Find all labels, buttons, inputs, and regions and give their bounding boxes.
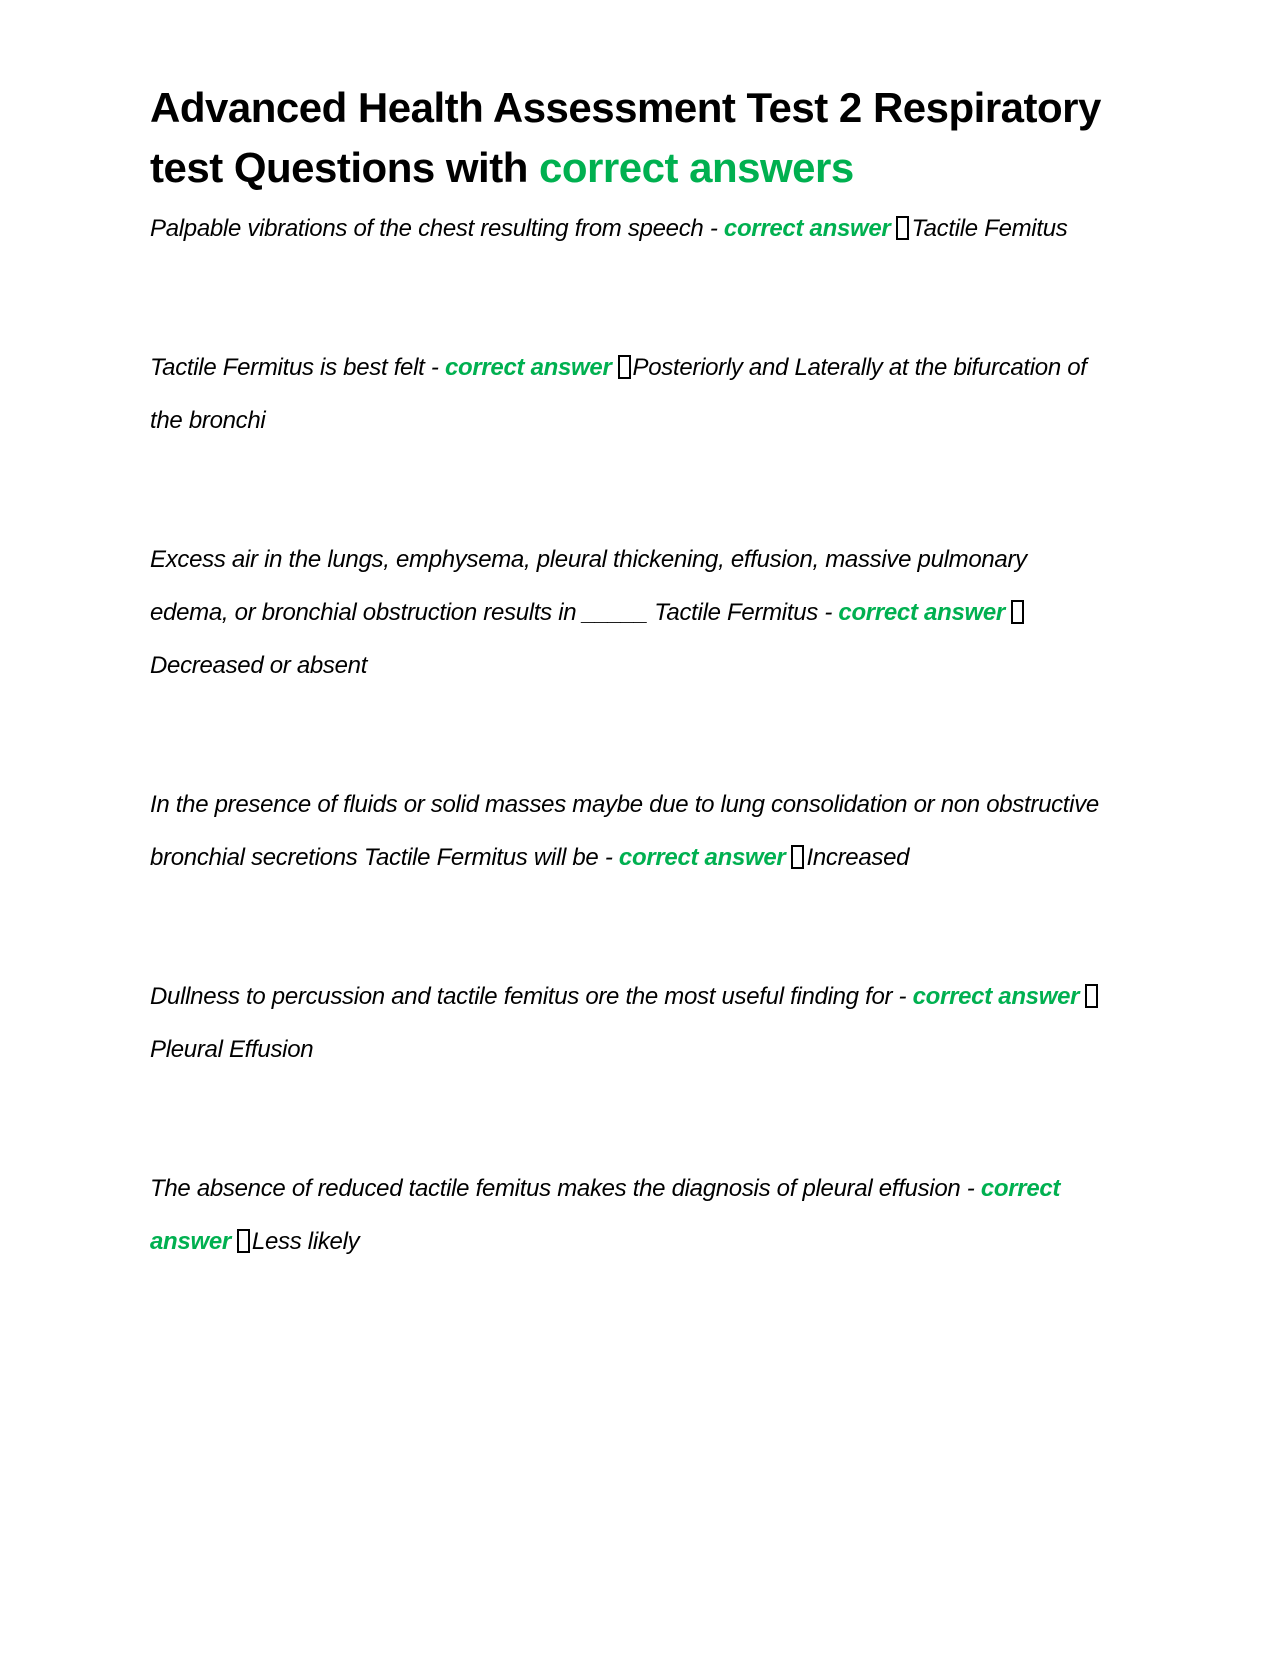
- document-page: [150, 78, 1110, 1354]
- title-highlight: correct answers: [539, 144, 854, 191]
- missing-glyph-icon: [1085, 984, 1098, 1008]
- title-text: Advanced Health Assessment Test 2 Respiratory test Questions with: [150, 84, 1101, 191]
- qa-item: [150, 970, 1110, 1076]
- document-title: [150, 78, 1110, 198]
- answer-text: Pleural Effusion: [150, 1036, 314, 1063]
- missing-glyph-icon: [791, 845, 804, 869]
- correct-answer-label: correct answer: [912, 983, 1080, 1010]
- answer-text: Posteriorly and Laterally at the bifurcation of the bronchi: [150, 354, 1087, 434]
- correct-answer-label: correct answer: [444, 354, 612, 381]
- answer-text: Increased: [806, 844, 910, 871]
- question-text: Tactile Fermitus is best felt -: [150, 354, 445, 381]
- question-text: In the presence of fluids or solid masses maybe due to lung consolidation or non obstructive bronchial secretions Tactile Fermitus will be -: [150, 791, 1099, 871]
- question-text: Palpable vibrations of the chest resulting from speech -: [150, 215, 724, 242]
- answer-text: Less likely: [251, 1228, 360, 1255]
- missing-glyph-icon: [618, 355, 631, 379]
- correct-answer-label: correct answer: [838, 599, 1005, 626]
- question-text: Excess air in the lungs, emphysema, pleural thickening, effusion, massive pulmonary edema, or bronchial obstruction results in _____ Tactile Fermitus -: [150, 546, 1027, 626]
- missing-glyph-icon: [1011, 600, 1024, 624]
- qa-item: [150, 202, 1110, 255]
- correct-answer-label: correct answer: [723, 215, 891, 242]
- qa-item: [150, 341, 1110, 447]
- qa-item: [150, 778, 1110, 884]
- correct-answer-label: correct answer: [150, 1175, 1061, 1255]
- question-text: Dullness to percussion and tactile femitus ore the most useful finding for -: [150, 983, 913, 1010]
- qa-item: [150, 1162, 1110, 1268]
- answer-text: Decreased or absent: [150, 652, 368, 679]
- correct-answer-label: correct answer: [618, 844, 786, 871]
- question-text: The absence of reduced tactile femitus makes the diagnosis of pleural effusion -: [150, 1175, 981, 1202]
- missing-glyph-icon: [237, 1229, 250, 1253]
- missing-glyph-icon: [896, 216, 909, 240]
- qa-item: [150, 533, 1110, 692]
- answer-text: Tactile Femitus: [911, 215, 1068, 242]
